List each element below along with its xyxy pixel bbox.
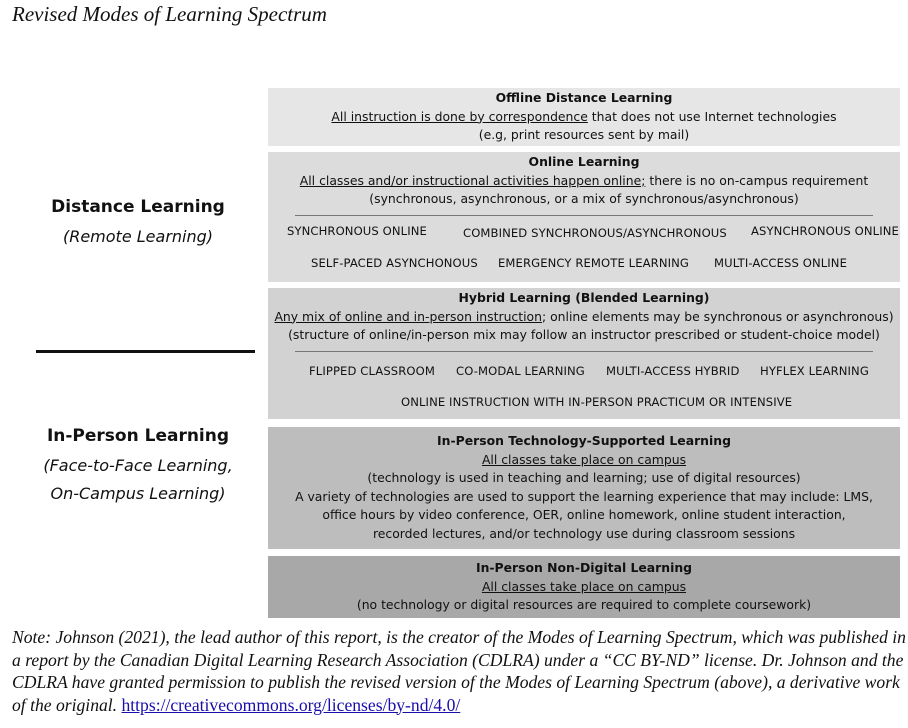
hybrid-learning-box: [268, 288, 900, 419]
box-description: All classes take place on campus: [481, 451, 687, 467]
box-detail: (technology is used in teaching and learning; use of digital resources): [367, 470, 801, 485]
box-description: Any mix of online and in-person instruction; online elements may be synchronous or asynchronous): [274, 308, 894, 324]
box-description: All classes take place on campus: [481, 578, 687, 594]
in-person-learning-subheading-1: (Face-to-Face Learning,: [43, 456, 233, 475]
mode-tag: MULTI-ACCESS ONLINE: [714, 255, 848, 270]
online-modes-tags: [268, 216, 900, 280]
box-title: Hybrid Learning (Blended Learning): [458, 290, 710, 305]
online-learning-box: [268, 152, 900, 282]
mode-tag: SELF-PACED ASYNCHONOUS: [311, 255, 478, 270]
in-person-learning-heading: In-Person Learning: [46, 426, 230, 446]
box-description: All classes and/or instructional activities happen online; there is no on-campus requirement: [299, 172, 869, 188]
mode-tag: EMERGENCY REMOTE LEARNING: [498, 255, 689, 270]
box-detail: office hours by video conference, OER, online homework, online student interaction,: [322, 507, 846, 522]
in-person-learning-subheading-2: On-Campus Learning): [50, 484, 226, 503]
mode-tag: SYNCHRONOUS ONLINE: [287, 223, 427, 238]
box-detail: A variety of technologies are used to support the learning experience that may include: LMS,: [295, 488, 873, 504]
box-title: In-Person Technology-Supported Learning: [437, 433, 731, 448]
box-detail: recorded lectures, and/or technology use during classroom sessions: [372, 525, 796, 541]
box-detail: (no technology or digital resources are required to complete coursework): [356, 597, 812, 612]
box-title: Offline Distance Learning: [495, 90, 673, 105]
distance-learning-subheading: (Remote Learning): [62, 227, 214, 246]
mode-tag: MULTI-ACCESS HYBRID: [606, 363, 740, 378]
diagram-title: Revised Modes of Learning Spectrum: [12, 2, 327, 26]
category-divider: [36, 350, 255, 353]
license-link[interactable]: https://creativecommons.org/licenses/by-nd/4.0/: [121, 694, 461, 715]
box-title: In-Person Non-Digital Learning: [475, 560, 693, 575]
box-detail: (synchronous, asynchronous, or a mix of synchronous/asynchronous): [369, 191, 799, 206]
hybrid-modes-tags: [268, 352, 900, 416]
box-detail: (structure of online/in-person mix may follow an instructor prescribed or student-choice model): [288, 327, 880, 342]
offline-distance-learning-box: [268, 88, 900, 146]
box-title: Online Learning: [528, 154, 640, 169]
attribution-note: [12, 626, 908, 716]
mode-tag: HYFLEX LEARNING: [760, 363, 869, 378]
mode-tag: ONLINE INSTRUCTION WITH IN-PERSON PRACTICUM OR INTENSIVE: [401, 394, 793, 409]
in-person-technology-supported-box: [268, 427, 900, 549]
mode-tag: FLIPPED CLASSROOM: [309, 363, 435, 378]
mode-tag: CO-MODAL LEARNING: [456, 363, 585, 378]
distance-learning-heading: Distance Learning: [51, 197, 225, 217]
mode-tag: COMBINED SYNCHRONOUS/ASYNCHRONOUS: [463, 225, 727, 240]
note-text: Note: Johnson (2021), the lead author of this report, is the creator of the Modes of Learning Spectrum, which was published in a report by the Canadian Digital Learning Research Association (CDLRA) under a “CC BY-ND” license. Dr. Johnson and the CDLRA have granted permission to publish the revised version of the Modes of Learning Spectrum (above), a derivative work of the original.: [12, 627, 906, 715]
mode-tag: ASYNCHRONOUS ONLINE: [751, 223, 899, 238]
box-description: All instruction is done by correspondence that does not use Internet technologies: [331, 108, 837, 124]
box-example: (e.g, print resources sent by mail): [478, 127, 690, 142]
in-person-non-digital-box: [268, 556, 900, 618]
